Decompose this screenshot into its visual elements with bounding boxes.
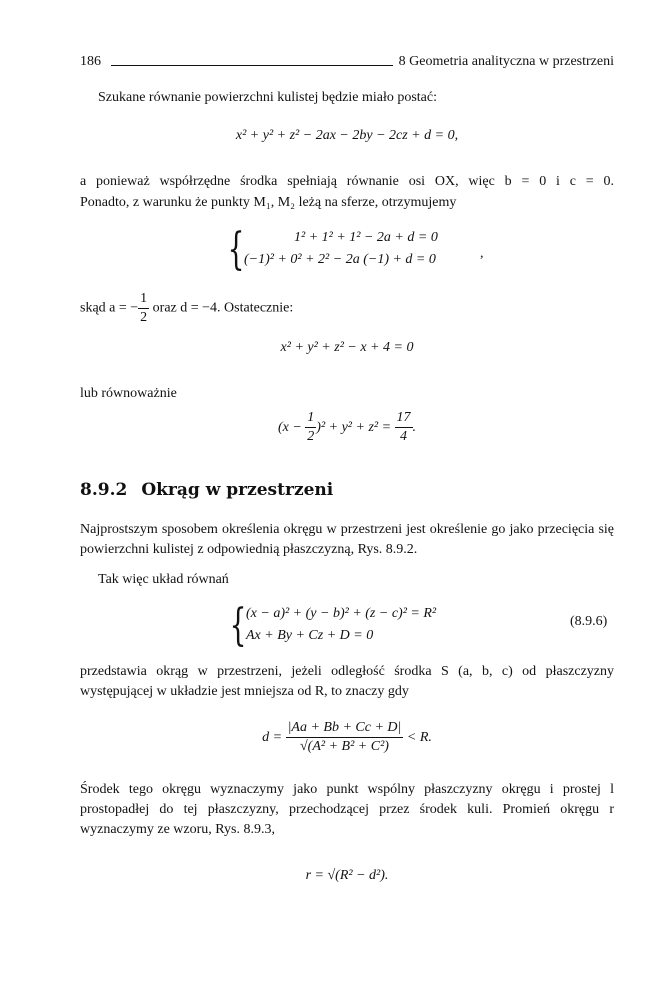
- equation-distance: [80, 716, 614, 760]
- page-number: 186: [80, 54, 101, 69]
- solution-text-after: oraz d = −4. Ostatecznie:: [152, 300, 294, 316]
- equation-radius: r = √(R² − d²).: [305, 868, 389, 883]
- paragraph-system-intro: Tak więc układ równań: [98, 572, 229, 587]
- equation-sphere-canonical: [80, 406, 614, 450]
- equation-sphere-specific: x² + y² + z² − x + 4 = 0: [280, 340, 414, 355]
- system-1-line-1: 1² + 1² + 1² − 2a + d = 0: [294, 230, 438, 245]
- fraction-one-half: [138, 290, 149, 327]
- eq3-end: .: [412, 420, 417, 435]
- eq3-fraction-denominator: 2: [307, 429, 315, 445]
- equation-system-circle: [226, 600, 526, 652]
- eq3-fraction-numerator: 1: [305, 409, 316, 428]
- section-number: 8.9.2: [80, 480, 128, 500]
- paragraph-center-radius: Środek tego okręgu wyznaczymy jako punkt wspólny płaszczyzny okręgu i prostej l prostopadłej do tej płaszczyzny, przechodzącej przez środek kuli. Promień okręgu r wyznaczymy ze wzoru, Rys. 8.9.3,: [80, 782, 614, 837]
- eq4-lhs: d =: [262, 730, 286, 745]
- paragraph-distance-condition: przedstawia okrąg w przestrzeni, jeżeli odległość środka S (a, b, c) od płaszczyzny występującej w układzie jest mniejsza od R, to znaczy gdy: [80, 664, 614, 699]
- equation-number: (8.9.6): [570, 614, 608, 629]
- fraction-numerator: 1: [138, 290, 149, 309]
- eq3-left: (x −: [277, 420, 306, 435]
- system-1-line-2: (−1)² + 0² + 2² − 2a (−1) + d = 0: [244, 252, 436, 267]
- left-brace: {: [229, 600, 247, 651]
- equation-system-1: [224, 224, 484, 276]
- equation-sphere-general: x² + y² + z² − 2ax − 2by − 2cz + d = 0,: [235, 128, 459, 143]
- eq3-rhs-fraction: [395, 409, 413, 446]
- eq3-fraction-half: [305, 409, 316, 446]
- paragraph-equivalently: lub równoważnie: [80, 386, 177, 401]
- header-rule: [111, 65, 393, 66]
- eq3-middle: )² + y² + z² =: [316, 420, 395, 435]
- eq3-rhs-denominator: 4: [400, 429, 408, 445]
- eq4-rhs: < R.: [403, 730, 432, 745]
- paragraph-axis-condition-line2: Ponadto, z warunku że punkty M₁, M₂ leżą na sferze, otrzymujemy: [80, 195, 457, 210]
- fraction-denominator: 2: [140, 310, 148, 325]
- section-title: Okrąg w przestrzeni: [141, 480, 334, 500]
- eq3-rhs-numerator: 17: [395, 409, 413, 428]
- running-title: 8 Geometria analityczna w przestrzeni: [398, 54, 614, 69]
- system-1-comma: ,: [480, 246, 484, 261]
- system-2-line-1: (x − a)² + (y − b)² + (z − c)² = R²: [246, 606, 437, 621]
- paragraph-circle-definition: Najprostszym sposobem określenia okręgu w przestrzeni jest określenie go jako przecięcia się powierzchni kulistej z odpowiednią płaszczyzną, Rys. 8.9.2.: [80, 522, 614, 557]
- system-2-line-2: Ax + By + Cz + D = 0: [246, 628, 374, 643]
- eq4-denominator: √(A² + B² + C²): [300, 739, 389, 755]
- paragraph-solution: [80, 290, 614, 330]
- paragraph-intro: Szukane równanie powierzchni kulistej będzie miało postać:: [98, 90, 438, 105]
- left-brace: {: [227, 224, 245, 275]
- eq4-fraction: [286, 719, 404, 756]
- page-header: [80, 50, 614, 70]
- section-heading: [80, 480, 333, 500]
- solution-text-before: skąd a = −: [80, 300, 139, 316]
- paragraph-axis-condition-line1: a ponieważ współrzędne środka spełniają równanie osi OX, więc b = 0 i c = 0.: [80, 174, 614, 189]
- eq4-numerator: |Aa + Bb + Cc + D|: [286, 719, 404, 738]
